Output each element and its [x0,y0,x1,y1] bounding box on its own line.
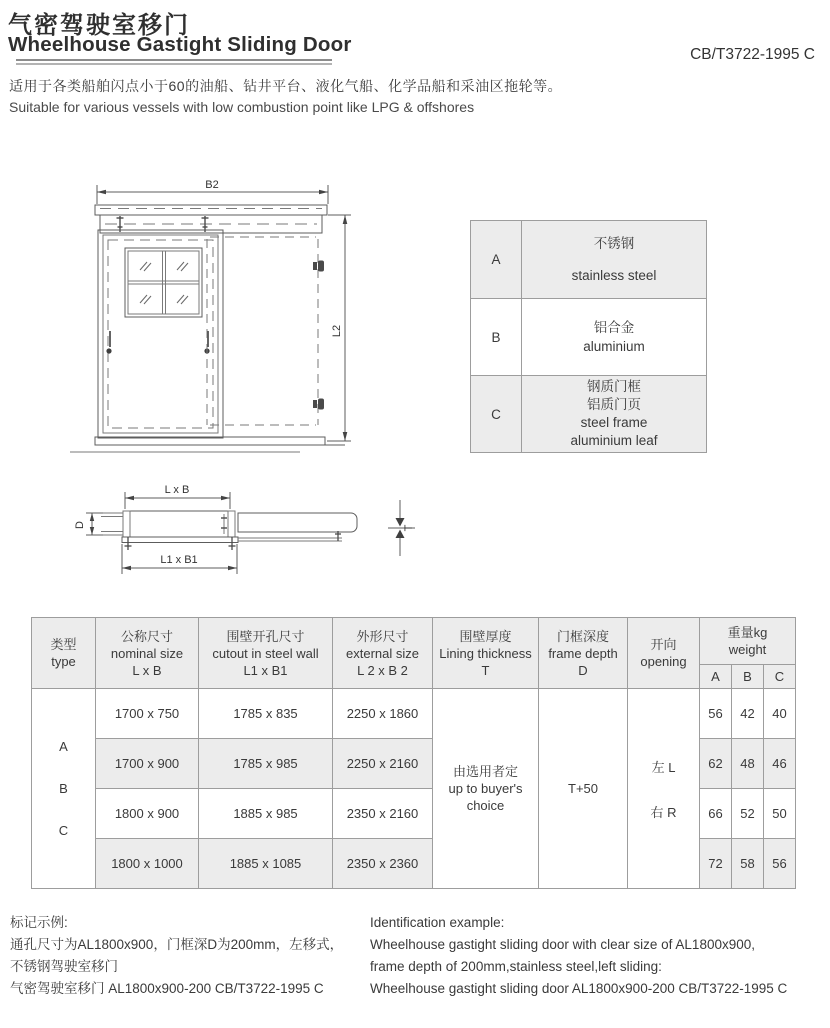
front-elevation-drawing [60,175,360,475]
frame-section [123,511,235,537]
weight-a-value: 72 [700,839,732,889]
door-leaf [98,230,223,438]
weight-b-value: 48 [732,739,764,789]
svg-text:L x B: L x B [164,484,190,496]
external-size-value: 2350 x 2360 [333,839,433,889]
open-leaf-section [238,513,357,532]
svg-text:D: D [74,521,86,529]
cutout-size-value: 1885 x 1085 [199,839,333,889]
door-sill [70,437,345,452]
title-underline [16,59,332,65]
weight-b-value: 58 [732,839,764,889]
footer-line: frame depth of 200mm,stainless steel,left sliding: [370,959,662,974]
nominal-size-value: 1800 x 900 [96,789,199,839]
open-position-outline [207,237,318,425]
bulkhead-lines [101,513,123,535]
weight-subcol-a: A [700,665,732,689]
col-header-frame-depth: 门框深度 frame depth D [539,618,628,689]
material-type-c: C [471,376,522,453]
external-size-value: 2250 x 2160 [333,739,433,789]
dimension-l2 [327,215,351,441]
dimension-b2 [97,179,328,204]
lining-thickness-cell: 由选用者定 up to buyer's choice [433,689,539,889]
col-header-cutout: 围壁开孔尺寸 cutout in steel wall L1 x B1 [199,618,333,689]
identification-example-chinese [10,912,365,1000]
svg-text:T: T [403,524,415,532]
page-title-english: Wheelhouse Gastight Sliding Door [8,33,352,56]
page-title-chinese: 气密驾驶室移门 [8,12,190,39]
col-header-opening: 开向 opening [628,618,700,689]
glass-hatch-marks [140,262,188,304]
material-type-a: A [471,221,522,299]
material-row-a [471,221,707,299]
dimension-lxb [125,484,230,509]
col-header-external-size: 外形尺寸 external size L 2 x B 2 [333,618,433,689]
weight-c-value: 40 [764,689,796,739]
specification-table [31,617,796,889]
door-window [125,248,202,317]
footer-line: Wheelhouse gastight sliding door AL1800x900-200 CB/T3722-1995 C [370,981,788,996]
weight-subcol-c: C [764,665,796,689]
door-handles [106,331,209,354]
footer-line: 通孔尺寸为AL1800x900，门框深D为200mm，左移式， [10,937,344,952]
svg-text:L2: L2 [331,324,343,338]
dimension-l1xb1 [122,544,237,574]
footer-line: Wheelhouse gastight sliding door with clear size of AL1800x900, [370,937,755,952]
weight-b-value: 52 [732,789,764,839]
description-english: Suitable for various vessels with low combustion point like LPG & offshores [9,99,475,115]
col-header-nominal-size: 公称尺寸 nominal size L x B [96,618,199,689]
nominal-size-value: 1800 x 1000 [96,839,199,889]
weight-a-value: 66 [700,789,732,839]
type-letters-cell: A B C [32,689,96,889]
cutout-size-value: 1885 x 985 [199,789,333,839]
dimension-d [74,513,103,535]
footer-line: Identification example: [370,915,505,930]
external-size-value: 2250 x 1860 [333,689,433,739]
nominal-size-value: 1700 x 750 [96,689,199,739]
material-table [470,220,707,453]
opening-cell: 左 L 右 R [628,689,700,889]
material-desc-a: 不锈钢 stainless steel [522,221,707,299]
col-header-lining-thickness: 围壁厚度 Lining thickness T [433,618,539,689]
nominal-size-value: 1700 x 900 [96,739,199,789]
door-top-rail [95,205,327,233]
plan-view-drawing [55,478,435,598]
cutout-size-value: 1785 x 985 [199,739,333,789]
col-header-type: 类型 type [32,618,96,689]
spec-header-row [32,618,796,665]
weight-subcol-b: B [732,665,764,689]
material-desc-c: 钢质门框 铝质门页 steel frame aluminium leaf [522,376,707,453]
frame-depth-cell: T+50 [539,689,628,889]
spec-row-1 [32,689,796,739]
material-type-b: B [471,299,522,376]
svg-text:L1 x B1: L1 x B1 [160,554,198,566]
weight-a-value: 56 [700,689,732,739]
weight-c-value: 56 [764,839,796,889]
footer-line: 标记示例: [10,915,68,930]
footer-line: 气密驾驶室移门 AL1800x900-200 CB/T3722-1995 C [10,981,324,996]
standard-number: CB/T3722-1995 C [690,46,815,63]
material-row-b [471,299,707,376]
weight-b-value: 42 [732,689,764,739]
identification-example-english [370,912,825,1000]
material-desc-b: 铝合金 aluminium [522,299,707,376]
svg-text:B2: B2 [205,179,219,191]
weight-c-value: 50 [764,789,796,839]
weight-c-value: 46 [764,739,796,789]
col-header-weight: 重量kg weight [700,618,796,665]
weight-a-value: 62 [700,739,732,789]
material-row-c [471,376,707,453]
external-size-value: 2350 x 2160 [333,789,433,839]
dimension-t [388,500,415,556]
description-chinese: 适用于各类船舶闪点小于60的油船、钻井平台、液化气船、化学品船和采油区拖轮等。 [9,78,563,94]
footer-line: 不锈钢驾驶室移门 [10,959,118,974]
cutout-size-value: 1785 x 835 [199,689,333,739]
bottom-track [122,531,342,550]
